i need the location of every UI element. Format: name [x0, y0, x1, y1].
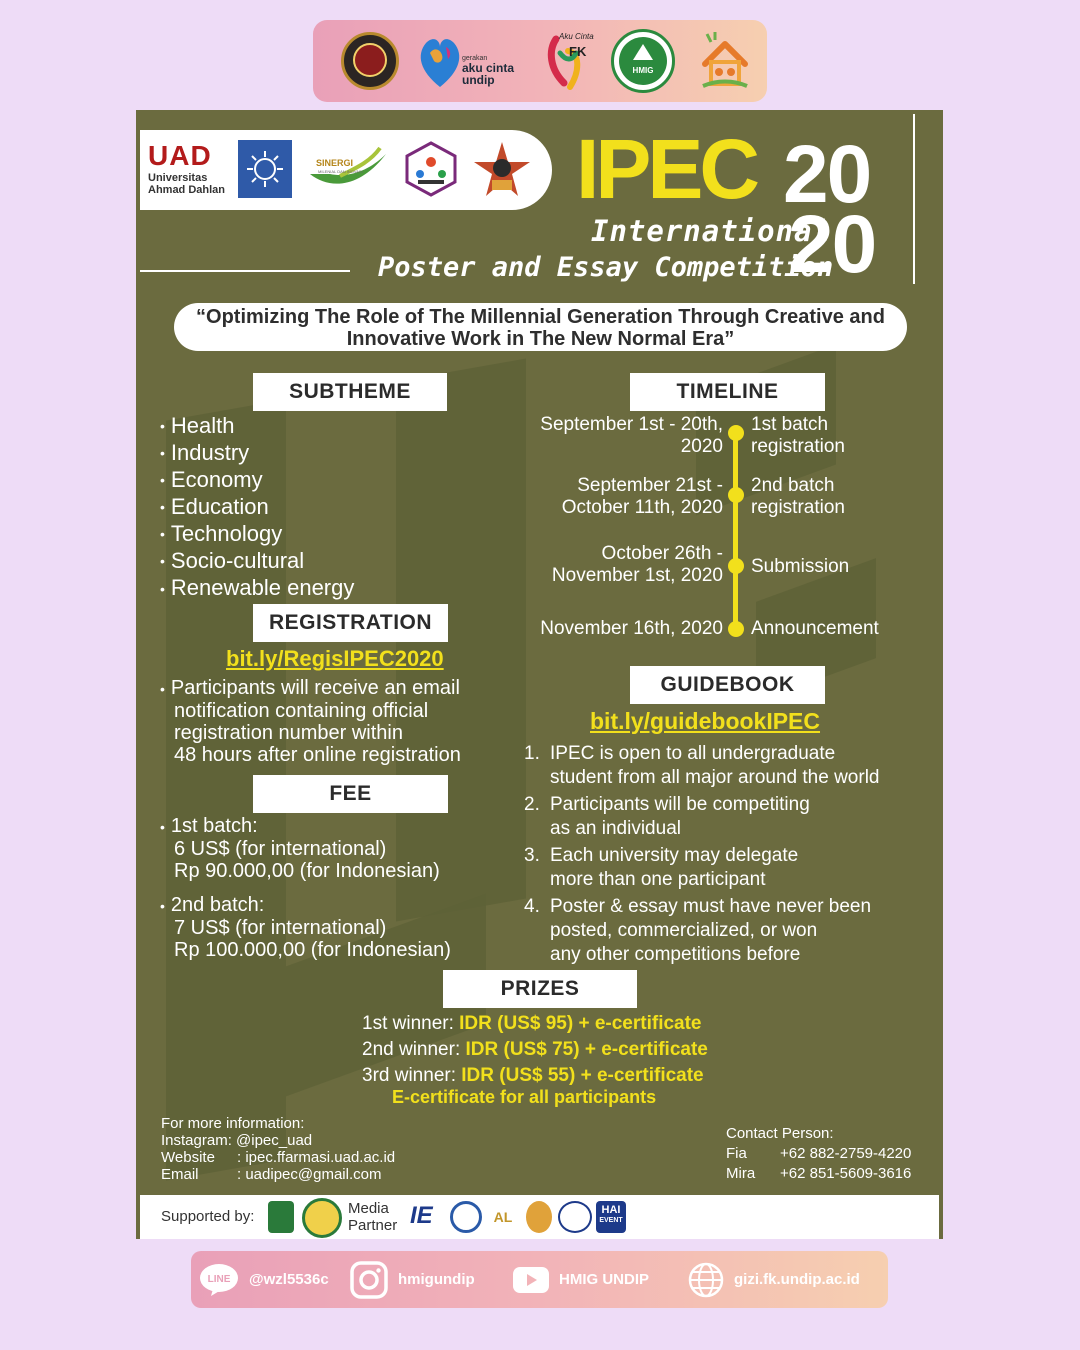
fee-label-text: 2nd batch: [170, 894, 265, 916]
guidebook-heading: GUIDEBOOK [630, 666, 825, 704]
year-first-half: 20 [783, 129, 871, 220]
timeline-date-line: 2020 [680, 436, 723, 457]
header-logo-bar [313, 20, 767, 102]
muhammadiyah-logo [238, 140, 292, 198]
registration-link[interactable]: bit.ly/RegisIPEC2020 [226, 646, 444, 671]
rule-line: student from all major around the world [550, 767, 880, 788]
media-logo-circle [450, 1201, 482, 1233]
timeline-event-line: Announcement [751, 618, 879, 639]
fk-text: FK [569, 44, 587, 59]
hmig-logo [611, 30, 675, 92]
fee-batch-label: • 2nd batch: [160, 894, 265, 916]
timeline-date [540, 414, 723, 458]
rule-line: IPEC is open to all undergraduate [550, 743, 836, 764]
list-item [524, 844, 943, 892]
contact-name: Mira [726, 1165, 756, 1182]
line-id: @wzl5536c [249, 1271, 329, 1288]
line-contact[interactable] [199, 1251, 329, 1308]
note-text: Participants will receive an email [170, 677, 460, 699]
seal-center-icon [353, 43, 387, 77]
house-icon [699, 30, 751, 92]
registration-note [160, 677, 530, 766]
prize-value: IDR (US$ 95) + e-certificate [459, 1013, 702, 1034]
subtheme-list [160, 413, 354, 602]
info-email [161, 1166, 395, 1183]
supporter-logo-green [268, 1201, 294, 1233]
prize-value: IDR (US$ 55) + e-certificate [461, 1065, 704, 1086]
aku-cinta-fk-text: Aku Cinta [559, 32, 594, 41]
info-website [161, 1149, 395, 1166]
youtube-contact[interactable] [513, 1251, 649, 1308]
contact-phone: +62 882-2759-4220 [780, 1145, 912, 1162]
list-item [524, 895, 943, 967]
ie-logo: IE [410, 1202, 433, 1229]
aku-cinta-text: aku cinta [461, 60, 515, 75]
media-text: Media [348, 1200, 389, 1217]
prizes-list [362, 1011, 762, 1089]
registration-heading: REGISTRATION [253, 604, 448, 642]
competition-theme: “Optimizing The Role of The Millennial Generation Through Creative and Innovative Work in The New Normal Era” [174, 303, 907, 351]
prize-value: IDR (US$ 75) + e-certificate [465, 1039, 708, 1060]
ksm-logo [470, 140, 534, 198]
timeline-heading: TIMELINE [630, 373, 825, 411]
info-value: : ipec.ffarmasi.uad.ac.id [237, 1149, 396, 1166]
timeline-event-line: 1st batch [751, 414, 829, 435]
info-heading: For more information: [161, 1115, 305, 1132]
info-label: Email [161, 1166, 199, 1183]
rule-number: 3. [524, 845, 540, 866]
prize-place: 2nd winner: [362, 1039, 461, 1060]
contact-heading: Contact Person: [726, 1125, 834, 1142]
instagram-contact[interactable] [350, 1251, 475, 1308]
star-emblem-icon [470, 140, 534, 200]
registration-note-line: 48 hours after online registration [174, 744, 461, 766]
undip-text: undip [461, 72, 495, 87]
uad-logo-text: UAD [148, 140, 212, 171]
year-second-half: 20 [788, 199, 876, 290]
list-item: • Technology [160, 521, 354, 548]
prize-row [362, 1011, 762, 1037]
list-item [524, 742, 943, 790]
timeline-event-line: registration [751, 497, 845, 518]
timeline-dot [728, 425, 744, 441]
house-logo [699, 30, 751, 92]
instagram-handle: hmigundip [398, 1271, 475, 1288]
subtheme-heading: SUBTHEME [253, 373, 447, 411]
fee-batch-label: • 1st batch: [160, 815, 258, 837]
timeline-event-line: Submission [751, 556, 850, 577]
supported-by-label: Supported by: [161, 1208, 255, 1225]
partner-text: Partner [348, 1217, 398, 1234]
list-item: • Education [160, 494, 354, 521]
contact-row [726, 1144, 911, 1164]
line-icon [199, 1263, 239, 1297]
aku-cinta-fk-logo [535, 30, 601, 92]
prizes-heading: PRIZES [443, 970, 637, 1008]
list-item: • Socio-cultural [160, 548, 354, 575]
line-icon-text: LINE [207, 1273, 231, 1285]
timeline-event [751, 618, 879, 640]
fee-international: 6 US$ (for international) [174, 838, 387, 860]
title-divider-vertical [913, 114, 915, 284]
aku-cinta-undip-logo [415, 30, 515, 92]
fee-indonesian: Rp 90.000,00 (for Indonesian) [174, 860, 440, 882]
registration-note-line: registration number within [174, 722, 403, 744]
prize-row [362, 1037, 762, 1063]
timeline-date-line: October 11th, 2020 [561, 497, 723, 518]
list-item: • Health [160, 413, 354, 440]
al-logo: AL [493, 1209, 513, 1225]
globe-icon [688, 1262, 724, 1298]
timeline-date-line: November 1st, 2020 [551, 565, 723, 586]
fee-batch-2 [160, 894, 500, 961]
title-international: International [591, 214, 831, 248]
list-item [524, 793, 943, 841]
social-contact-bar [191, 1251, 888, 1308]
prize-all-participants: E-certificate for all participants [392, 1087, 657, 1107]
fee-international: 7 US$ (for international) [174, 917, 387, 939]
timeline-date-line: November 16th, 2020 [540, 618, 723, 639]
undip-seal [341, 32, 399, 90]
rule-line: more than one participant [550, 869, 766, 890]
rule-number: 2. [524, 794, 540, 815]
hmig-text: HMIG [619, 37, 667, 85]
media-logo-wave [558, 1201, 592, 1233]
event-text: EVENT [599, 1217, 623, 1224]
list-item: • Industry [160, 440, 354, 467]
list-item: • Economy [160, 467, 354, 494]
timeline-dot [728, 487, 744, 503]
contact-person [726, 1124, 911, 1184]
timeline-dot [728, 621, 744, 637]
fee-indonesian: Rp 100.000,00 (for Indonesian) [174, 939, 451, 961]
website-url: gizi.fk.undip.ac.id [734, 1271, 860, 1288]
rule-number: 1. [524, 743, 540, 764]
instagram-icon [350, 1261, 388, 1299]
hexagon-community-logo [402, 140, 460, 198]
timeline-event-line: 2nd batch [751, 475, 835, 496]
rule-line: Each university may delegate [550, 845, 799, 866]
guidebook-rules [524, 742, 943, 970]
contact-name: Fia [726, 1145, 747, 1162]
more-info [161, 1115, 395, 1183]
sinergi-subtext: MILENIAL DAN INOVASI [318, 169, 363, 174]
timeline-date [540, 618, 723, 640]
media-partner-label [348, 1200, 397, 1234]
prize-row [362, 1063, 762, 1089]
registration-note-line: notification containing official [174, 700, 429, 722]
supporter-logo-round [302, 1198, 342, 1238]
info-value: : uadipec@gmail.com [237, 1166, 382, 1183]
timeline-date [552, 543, 723, 587]
hai-event-logo [596, 1201, 626, 1233]
sinergi-text: SINERGI [316, 158, 354, 168]
timeline-date-line: September 1st - 20th, [540, 414, 723, 435]
rule-number: 4. [524, 896, 540, 917]
timeline-event [751, 556, 849, 578]
timeline-event-line: registration [751, 436, 845, 457]
rule-line: any other competitions before [550, 944, 801, 965]
ipec-poster [136, 110, 943, 1239]
sinergi-logo [300, 140, 394, 198]
media-logo-orange [526, 1201, 552, 1233]
timeline-date-line: September 21st - [577, 475, 723, 496]
timeline-dot [728, 558, 744, 574]
timeline-event [751, 475, 845, 519]
list-item: • Renewable energy [160, 575, 354, 602]
registration-note-line: • Participants will receive an email [160, 677, 460, 699]
prize-place: 3rd winner: [362, 1065, 456, 1086]
rule-line: posted, commercialized, or won [550, 920, 818, 941]
undip-seal-logo [341, 30, 399, 92]
fee-label-text: 1st batch: [170, 815, 258, 837]
rule-line: as an individual [550, 818, 681, 839]
rule-line: Participants will be competiting [550, 794, 810, 815]
timeline-date [562, 475, 723, 519]
contact-row [726, 1164, 911, 1184]
hmig-emblem [611, 29, 675, 93]
guidebook-link[interactable]: bit.ly/guidebookIPEC [590, 708, 821, 734]
fee-heading: FEE [253, 775, 448, 813]
gerakan-text: gerakan [461, 54, 488, 62]
info-instagram: Instagram: @ipec_uad [161, 1132, 313, 1149]
youtube-icon [513, 1267, 549, 1293]
timeline-event [751, 414, 845, 458]
sun-emblem-icon [245, 149, 285, 189]
uad-full-name: Universitas Ahmad Dahlan [148, 172, 226, 196]
partner-logos [140, 130, 552, 210]
timeline-bar [733, 428, 738, 634]
youtube-channel: HMIG UNDIP [559, 1271, 649, 1288]
hai-text: HAI [601, 1204, 621, 1216]
timeline-date-line: October 26th - [601, 543, 723, 564]
contact-phone: +62 851-5609-3616 [780, 1165, 912, 1182]
title-divider-line [140, 270, 350, 272]
ipec-title: IPEC [576, 122, 757, 216]
heart-globe-icon [416, 31, 464, 91]
website-contact[interactable] [688, 1251, 860, 1308]
hexagon-icon [402, 140, 460, 198]
prize-place: 1st winner: [362, 1013, 454, 1034]
fee-batch-1 [160, 815, 500, 882]
info-label: Website [161, 1149, 215, 1166]
title-poster-essay: Poster and Essay Competition [378, 252, 834, 283]
supporters-strip [140, 1195, 939, 1239]
rule-line: Poster & essay must have never been [550, 896, 872, 917]
